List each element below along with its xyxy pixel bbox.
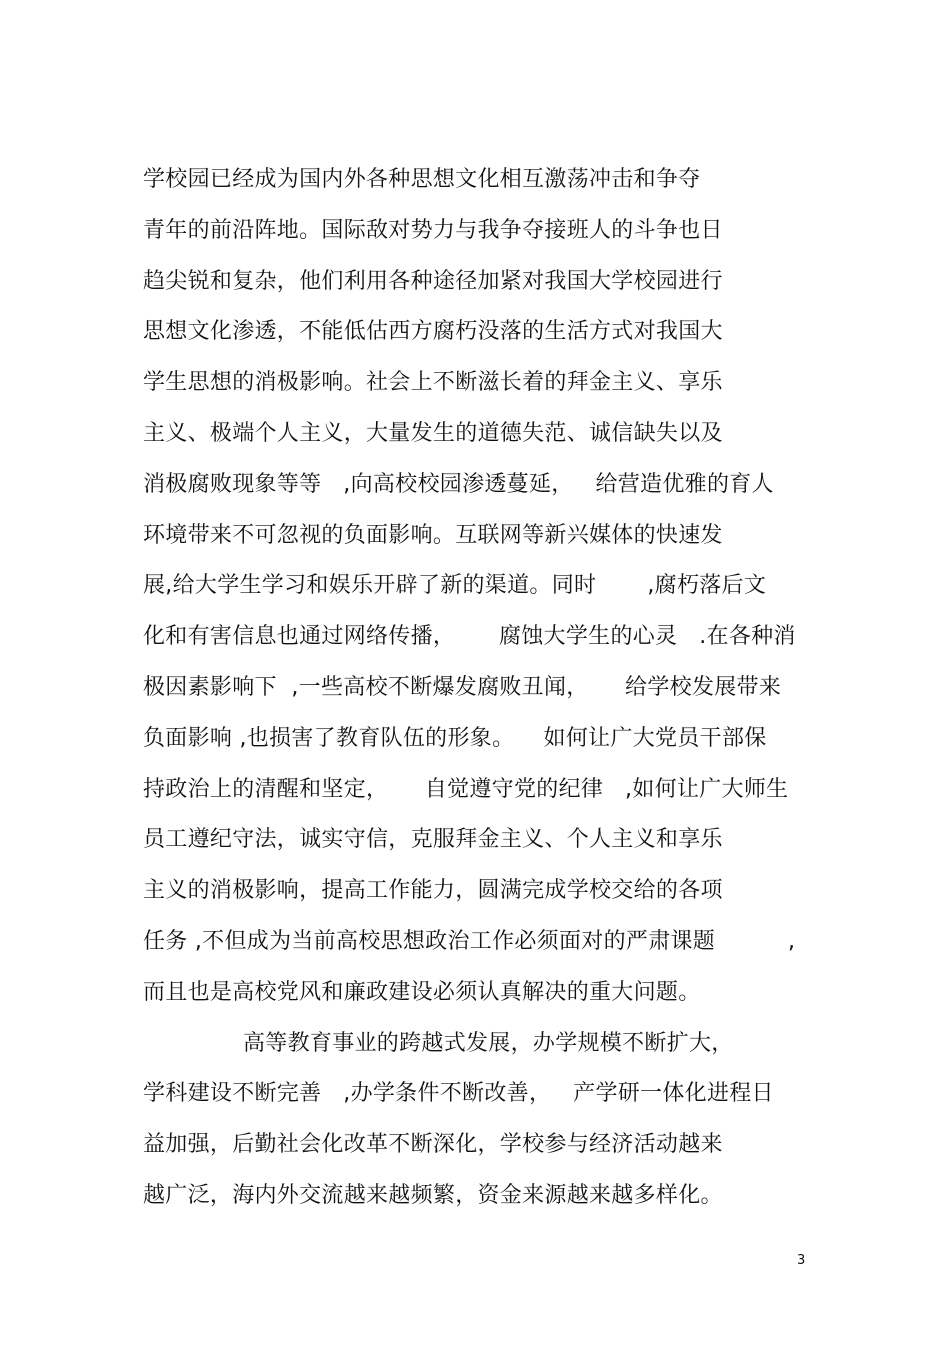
text-line-9: 展,给大学生学习和娱乐开辟了新的渠道。同时 ,腐朽落后文 [143, 573, 767, 599]
text-line-6: 主义、极端个人主义，大量发生的道德失范、诚信缺失以及 [143, 420, 723, 446]
text-line-20: 益加强，后勤社会化改革不断深化，学校参与经济活动越来 [143, 1132, 723, 1158]
text-line-8: 环境带来不可忽视的负面影响。互联网等新兴媒体的快速发 [143, 522, 723, 548]
body-text [143, 155, 843, 1222]
text-line-1: 学校园已经成为国内外各种思想文化相互激荡冲击和争夺 [143, 167, 701, 192]
text-line-10: 化和有害信息也通过网络传播， 腐蚀大学生的心灵 .在各种消 [143, 624, 796, 650]
text-line-7: 消极腐败现象等等 ,向高校校园渗透蔓延， 给营造优雅的育人 [143, 471, 774, 497]
page-number: 3 [797, 1253, 806, 1268]
text-line-2: 青年的前沿阵地。国际敌对势力与我争夺接班人的斗争也日 [143, 217, 723, 243]
text-line-15: 主义的消极影响，提高工作能力，圆满完成学校交给的各项 [143, 878, 723, 904]
text-line-16: 任务 ,不但成为当前高校思想政治工作必须面对的严肃课题 , [143, 928, 796, 954]
text-line-19: 学科建设不断完善 ,办学条件不断改善， 产学研一体化进程日 [143, 1081, 774, 1107]
text-line-3: 趋尖锐和复杂，他们利用各种途径加紧对我国大学校园进行 [143, 268, 723, 294]
text-line-18-paragraph-start: 高等教育事业的跨越式发展，办学规模不断扩大， [243, 1030, 734, 1056]
text-line-12: 负面影响 ,也损害了教育队伍的形象。 如何让广大党员干部保 [143, 725, 767, 751]
text-line-5: 学生思想的消极影响。社会上不断滋长着的拜金主义、享乐 [143, 370, 723, 396]
text-line-21: 越广泛，海内外交流越来越频繁，资金来源越来越多样化。 [143, 1182, 723, 1208]
text-line-4: 思想文化渗透，不能低估西方腐朽没落的生活方式对我国大 [143, 319, 723, 345]
text-line-11: 极因素影响下 ,一些高校不断爆发腐败丑闻， 给学校发展带来 [143, 674, 782, 700]
text-line-13: 持政治上的清醒和坚定， 自觉遵守党的纪律 ,如何让广大师生 [143, 776, 789, 802]
text-line-14: 员工遵纪守法，诚实守信，克服拜金主义、个人主义和享乐 [143, 827, 723, 853]
text-line-17: 而且也是高校党风和廉政建设必须认真解决的重大问题。 [143, 979, 701, 1005]
